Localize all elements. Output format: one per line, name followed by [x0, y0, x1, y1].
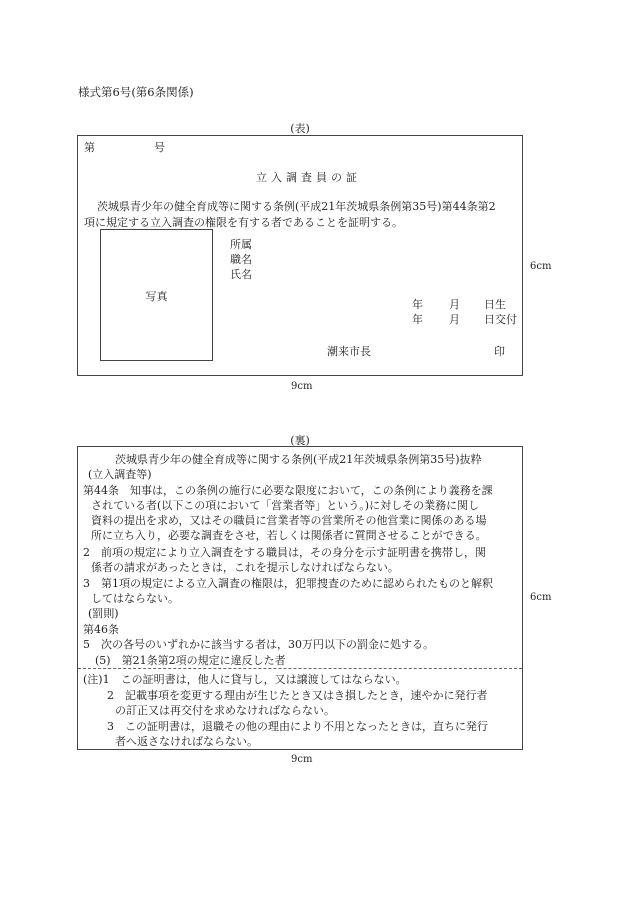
card-number-suffix: 号: [154, 141, 165, 154]
back-side-label: (裏): [290, 434, 310, 447]
back-card: [77, 446, 523, 750]
article46-para5: 5 次の各号のいずれかに該当する者は，30万円以下の罰金に処する。: [83, 638, 434, 651]
card-number-prefix: 第: [84, 141, 95, 154]
article44-line2: されている者(以下この項において「営業者等」という。)に対しその業務に関し: [91, 499, 480, 512]
issuer-name: 潮来市長: [327, 345, 371, 358]
birth-month-label: 月: [449, 298, 460, 311]
issue-day-label: 日交付: [484, 313, 517, 326]
note-2-line1: 2 記載事項を変更する理由が生じたとき又はき損したとき，速やかに発行者: [107, 689, 488, 702]
certification-statement-line1: 茨城県青少年の健全育成等に関する条例(平成21年茨城県条例第35号)第44条第2: [97, 200, 496, 213]
notes-divider: [78, 668, 522, 669]
form-title: 様式第6号(第6条関係): [78, 85, 194, 99]
birth-year-label: 年: [412, 298, 423, 311]
article44-line3: 資料の提出を求め，又はその職員に営業者等の営業所その他営業に関係のある場: [91, 514, 487, 527]
card-title: 立入調査員の証: [256, 171, 361, 184]
article44-para2-line2: 係者の請求があったときは，これを提示しなければならない。: [91, 561, 399, 574]
article44-para2-line1: 2 前項の規定により立入調査をする職員は，その身分を示す証明書を携帯し，関: [83, 546, 486, 559]
certification-statement-line2: 項に規定する立入調査の権限を有する者であることを証明する。: [84, 216, 403, 229]
note-2-line2: の訂正又は再交付を求めなければならない。: [115, 704, 335, 717]
front-card: [77, 135, 523, 376]
seal-mark: 印: [494, 345, 505, 358]
section-heading-inspection: (立入調査等): [88, 468, 152, 481]
affiliation-label: 所属: [230, 238, 252, 251]
front-width-dimension: 9cm: [291, 381, 313, 392]
name-label: 氏名: [230, 268, 252, 281]
back-width-dimension: 9cm: [291, 754, 313, 765]
note-3-line1: 3 この証明書は，退職その他の理由により不用となったときは，直ちに発行: [107, 720, 488, 733]
excerpt-title: 茨城県青少年の健全育成等に関する条例(平成21年茨城県条例第35号)抜粋: [115, 453, 482, 466]
issue-year-label: 年: [412, 313, 423, 326]
front-side-label: (表): [290, 122, 310, 135]
article46-heading: 第46条: [83, 623, 119, 636]
article44-para3-line2: してはならない。: [91, 592, 179, 605]
issue-month-label: 月: [449, 313, 460, 326]
front-height-dimension: 6cm: [530, 261, 552, 272]
article44-para3-line1: 3 第1項の規定による立入調査の権限は，犯罪捜査のために認められたものと解釈: [83, 577, 493, 590]
photo-box: [100, 229, 213, 361]
section-heading-penalties: (罰則): [88, 607, 119, 620]
back-height-dimension: 6cm: [530, 592, 552, 603]
birth-day-label: 日生: [484, 298, 506, 311]
note-3-line2: 者へ返さなければならない。: [115, 735, 258, 748]
article44-line4: 所に立ち入り，必要な調査をさせ，若しくは関係者に質問させることができる。: [91, 529, 487, 542]
article46-para5-item5: (5) 第21条第2項の規定に違反した者: [95, 654, 286, 667]
photo-label: 写真: [145, 290, 168, 303]
article44-line1: 第44条 知事は，この条例の施行に必要な限度において，この条例により義務を課: [83, 484, 493, 497]
position-label: 職名: [230, 253, 252, 266]
note-1: (注)1 この証明書は，他人に貸与し，又は譲渡してはならない。: [83, 673, 407, 686]
